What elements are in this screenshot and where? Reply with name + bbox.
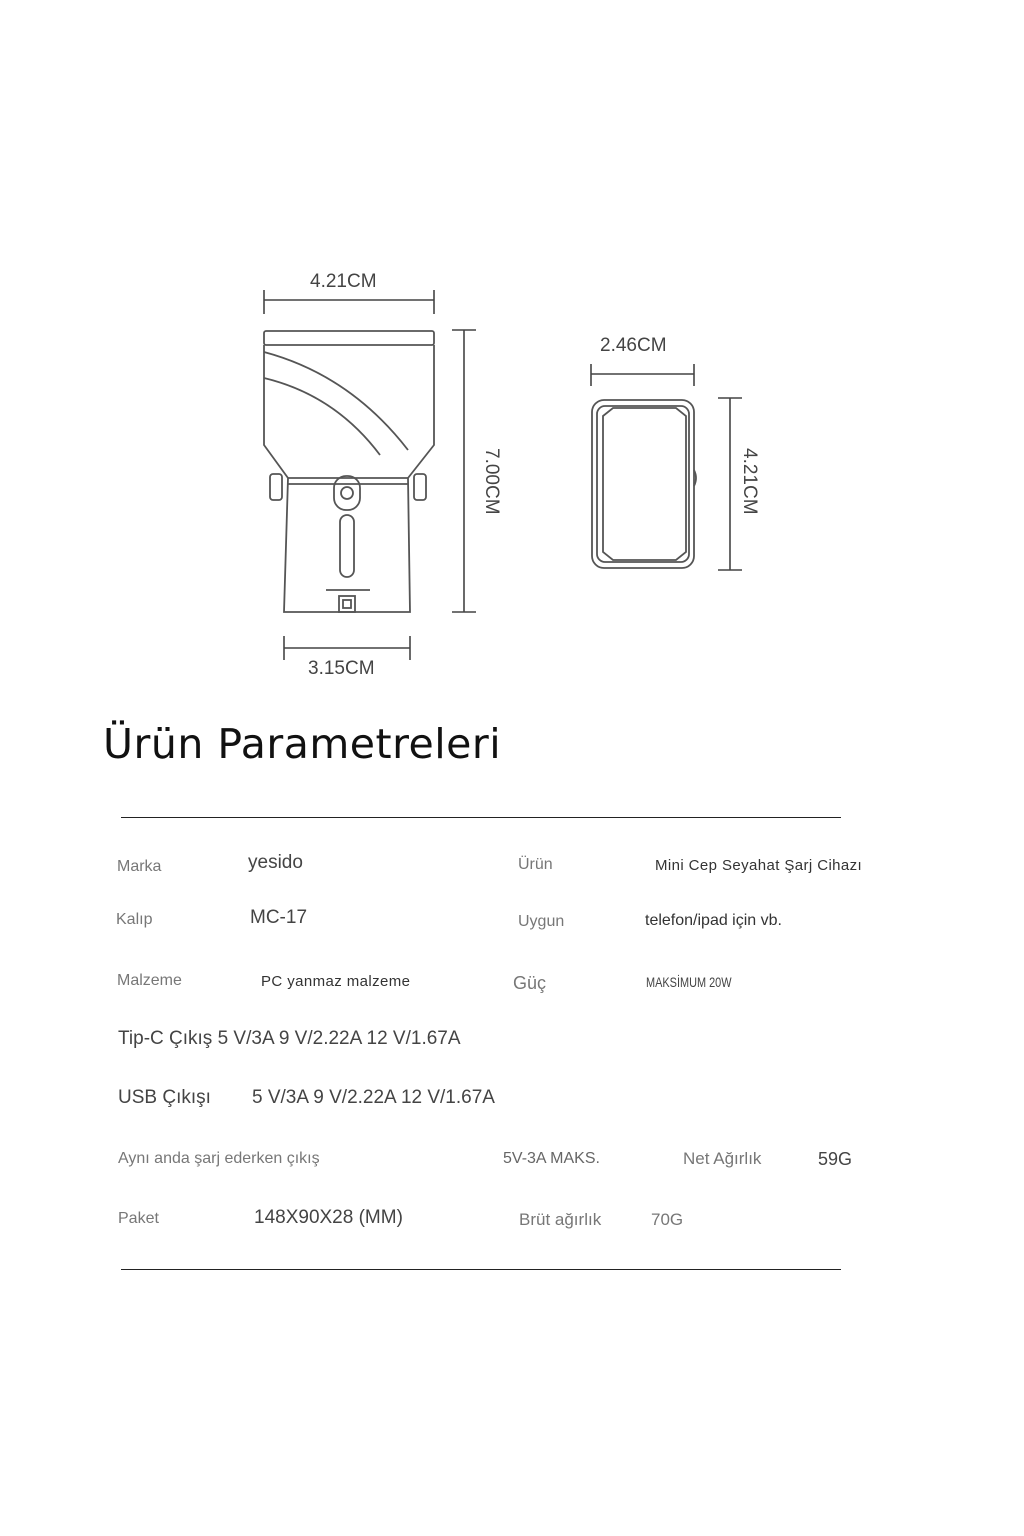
net-weight-label: Net Ağırlık [683,1149,762,1168]
dim-side-height: 4.21CM [739,448,760,515]
gross-weight-label: Brüt ağırlık [519,1210,602,1229]
guc-label: Güç [513,973,547,993]
marka-label: Marka [117,858,162,875]
uygun-label: Uygun [518,913,565,930]
malzeme-label: Malzeme [117,972,182,989]
bottom-divider [121,1269,841,1270]
dim-front-height: 7.00CM [481,448,502,515]
dim-side-width: 2.46CM [600,335,667,356]
usb-value: 5 V/3A 9 V/2.22A 12 V/1.67A [252,1087,495,1108]
gross-weight-value: 70G [651,1210,684,1229]
top-divider [121,817,841,818]
urun-value: Mini Cep Seyahat Şarj Cihazı [655,857,863,874]
dim-front-width-top: 4.21CM [310,271,377,292]
uygun-value: telefon/ipad için vb. [645,912,782,929]
paket-label: Paket [118,1210,159,1227]
kalip-value: MC-17 [250,907,308,928]
urun-label: Ürün [518,856,553,873]
guc-value: MAKSİMUM 20W [646,974,732,990]
malzeme-value: PC yanmaz malzeme [261,973,411,990]
marka-value: yesido [248,852,303,873]
simultaneous-value: 5V-3A MAKS. [503,1150,600,1167]
kalip-label: Kalıp [116,911,153,928]
net-weight-value: 59G [818,1149,853,1169]
charger-side-view [592,400,696,568]
simultaneous-label: Aynı anda şarj ederken çıkış [118,1150,320,1167]
charger-front-view [264,331,434,612]
product-dimension-drawing [0,0,1024,700]
section-title: Ürün Parametreleri [103,720,502,768]
tipc-output: Tip-C Çıkış 5 V/3A 9 V/2.22A 12 V/1.67A [118,1028,461,1049]
usb-label: USB Çıkışı [118,1087,211,1108]
paket-value: 148X90X28 (MM) [254,1207,403,1228]
dim-front-width-bottom: 3.15CM [308,658,375,679]
